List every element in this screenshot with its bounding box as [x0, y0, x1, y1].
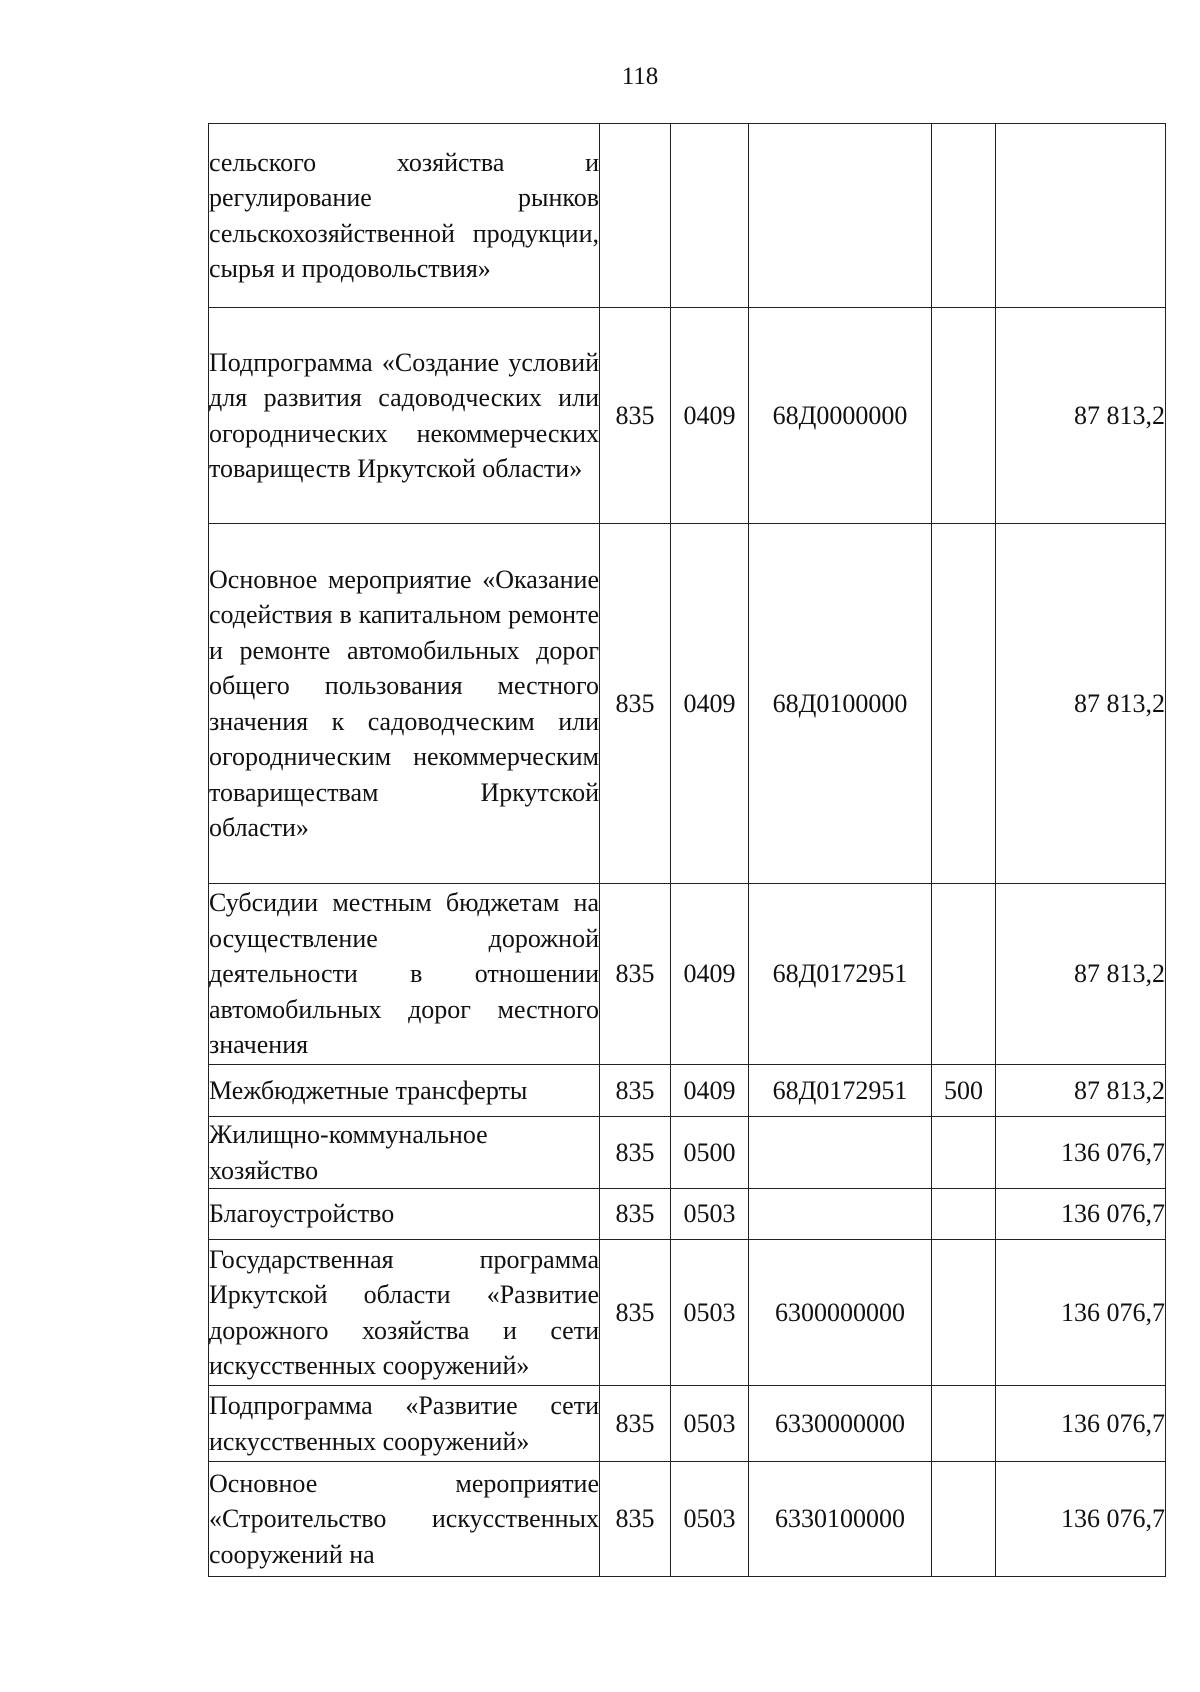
row-rz: 0500 — [671, 1117, 749, 1189]
row-csr: 68Д0172951 — [749, 884, 932, 1065]
row-amount: 136 076,7 — [996, 1462, 1166, 1577]
row-gl — [600, 124, 671, 308]
row-name: Основное мероприятие «Строительство искусственных сооружений на — [209, 1462, 600, 1577]
row-name: Жилищно-коммунальное хозяйство — [209, 1117, 600, 1189]
row-csr: 68Д0000000 — [749, 308, 932, 524]
row-gl: 835 — [600, 1240, 671, 1386]
row-name: Подпрограмма «Создание условий для развития садоводческих или огороднических некоммерческих товариществ Иркутской области» — [209, 308, 600, 524]
row-name: Основное мероприятие «Оказание содействия в капитальном ремонте и ремонте автомобильных дорог общего пользования местного значения к садоводческим или огородническим некоммерческим товариществам Иркутской области» — [209, 524, 600, 884]
row-rz: 0503 — [671, 1386, 749, 1462]
row-vr — [932, 1462, 996, 1577]
row-rz: 0409 — [671, 308, 749, 524]
row-gl: 835 — [600, 1386, 671, 1462]
row-amount: 87 813,2 — [996, 308, 1166, 524]
row-vr — [932, 1189, 996, 1240]
row-gl: 835 — [600, 1189, 671, 1240]
row-amount: 87 813,2 — [996, 884, 1166, 1065]
table-row — [209, 1240, 1166, 1386]
row-rz: 0503 — [671, 1462, 749, 1577]
row-amount: 87 813,2 — [996, 1065, 1166, 1117]
table-row — [209, 308, 1166, 524]
row-gl: 835 — [600, 1065, 671, 1117]
table-row — [209, 124, 1166, 308]
row-gl: 835 — [600, 308, 671, 524]
table-row — [209, 1189, 1166, 1240]
table-row — [209, 1386, 1166, 1462]
row-amount — [996, 124, 1166, 308]
row-vr — [932, 1386, 996, 1462]
row-gl: 835 — [600, 1117, 671, 1189]
table-row — [209, 1065, 1166, 1117]
row-name: Подпрограмма «Развитие сети искусственных сооружений» — [209, 1386, 600, 1462]
row-gl: 835 — [600, 524, 671, 884]
row-csr: 68Д0100000 — [749, 524, 932, 884]
row-csr: 6330100000 — [749, 1462, 932, 1577]
row-csr — [749, 1117, 932, 1189]
row-rz: 0503 — [671, 1189, 749, 1240]
table-row — [209, 1462, 1166, 1577]
row-vr — [932, 1240, 996, 1386]
row-rz: 0503 — [671, 1240, 749, 1386]
table-row — [209, 884, 1166, 1065]
row-vr — [932, 124, 996, 308]
row-vr — [932, 884, 996, 1065]
row-csr: 6300000000 — [749, 1240, 932, 1386]
row-rz: 0409 — [671, 884, 749, 1065]
row-amount: 136 076,7 — [996, 1386, 1166, 1462]
row-vr — [932, 308, 996, 524]
row-amount: 136 076,7 — [996, 1189, 1166, 1240]
row-name: сельского хозяйства и регулирование рынков сельскохозяйственной продукции, сырья и продовольствия» — [209, 124, 600, 308]
row-csr: 6330000000 — [749, 1386, 932, 1462]
row-rz: 0409 — [671, 524, 749, 884]
row-amount: 136 076,7 — [996, 1117, 1166, 1189]
row-rz: 0409 — [671, 1065, 749, 1117]
row-name: Межбюджетные трансферты — [209, 1065, 600, 1117]
row-csr — [749, 124, 932, 308]
row-amount: 136 076,7 — [996, 1240, 1166, 1386]
row-name: Субсидии местным бюджетам на осуществление дорожной деятельности в отношении автомобильных дорог местного значения — [209, 884, 600, 1065]
table-row — [209, 1117, 1166, 1189]
row-csr: 68Д0172951 — [749, 1065, 932, 1117]
row-name: Благоустройство — [209, 1189, 600, 1240]
page-number: 118 — [621, 63, 659, 90]
row-gl: 835 — [600, 884, 671, 1065]
row-vr — [932, 524, 996, 884]
row-rz — [671, 124, 749, 308]
row-csr — [749, 1189, 932, 1240]
row-vr: 500 — [932, 1065, 996, 1117]
row-gl: 835 — [600, 1462, 671, 1577]
row-name: Государственная программа Иркутской области «Развитие дорожного хозяйства и сети искусственных сооружений» — [209, 1240, 600, 1386]
row-vr — [932, 1117, 996, 1189]
budget-table — [208, 123, 1166, 1577]
table-row — [209, 524, 1166, 884]
row-amount: 87 813,2 — [996, 524, 1166, 884]
